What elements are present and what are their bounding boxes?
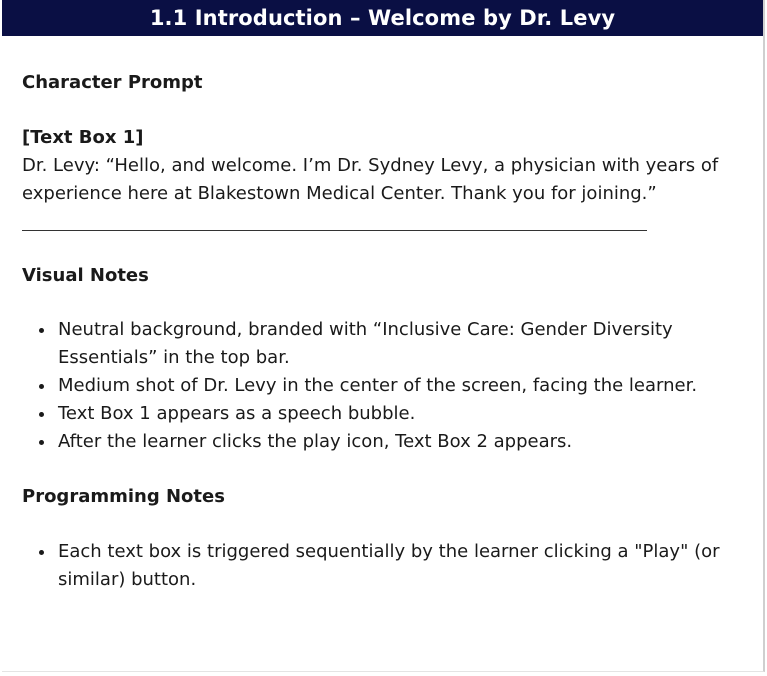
section-divider [22,230,647,231]
dialogue-text: Dr. Levy: “Hello, and welcome. I’m Dr. Sydney Levy, a physician with years of experience here at Blakestown Medical Center. Thank you for joining.” [22,155,719,204]
spacer [22,98,747,124]
character-prompt-heading: Character Prompt [22,72,203,93]
list-item: • Each text box is triggered sequentially by the learner clicking a "Play" (or similar) button. [56,538,747,594]
title-bar [2,0,763,36]
character-prompt-section [22,68,747,231]
list-item: • Neutral background, branded with “Inclusive Care: Gender Diversity Essentials” in the top bar. [56,316,747,372]
programming-notes-heading: Programming Notes [22,486,225,507]
visual-notes-section [22,261,747,456]
text-box-label: [Text Box 1] [22,127,144,148]
list-item: • Medium shot of Dr. Levy in the center of the screen, facing the learner. [56,372,747,400]
list-item: • Text Box 1 appears as a speech bubble. [56,400,747,428]
document-page [2,0,765,672]
list-item: • After the learner clicks the play icon, Text Box 2 appears. [56,428,747,456]
programming-notes-section [22,482,747,594]
page-title: 1.1 Introduction – Welcome by Dr. Levy [149,6,616,30]
visual-notes-list [22,316,747,456]
programming-notes-list [22,538,747,594]
document-content [22,68,747,594]
visual-notes-heading: Visual Notes [22,265,149,286]
